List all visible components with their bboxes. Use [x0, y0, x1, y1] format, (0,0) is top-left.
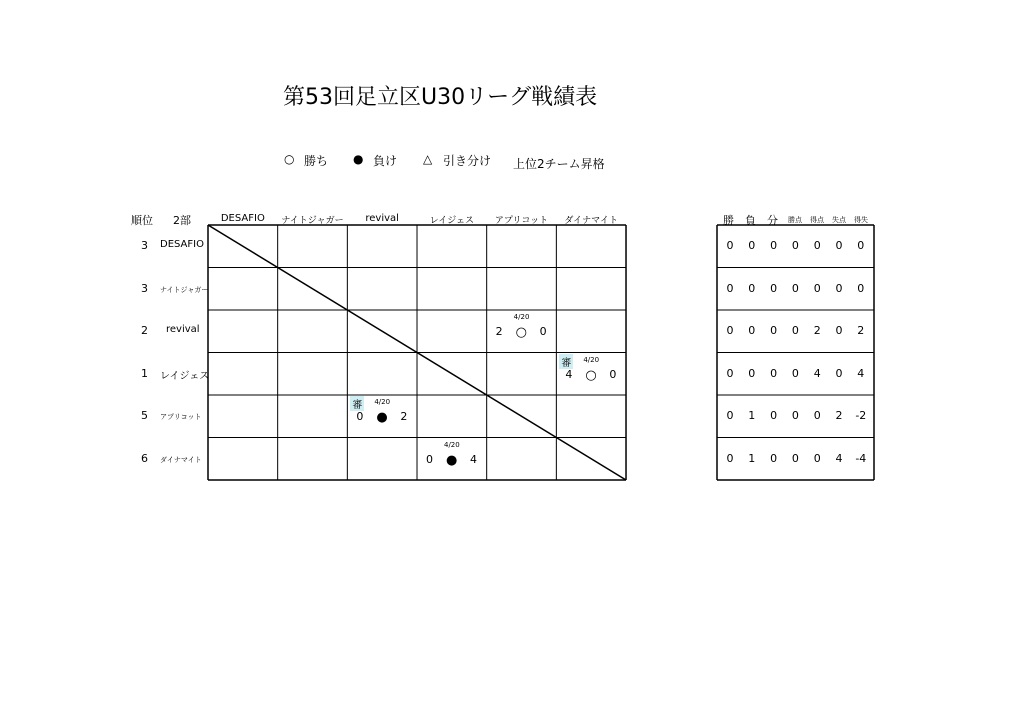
- stat-value: 0: [857, 239, 865, 253]
- stat-value: 0: [770, 451, 778, 465]
- stat-value: 0: [726, 409, 734, 423]
- draw-label: 引き分け: [443, 154, 492, 168]
- team-column-header: revival: [365, 213, 399, 224]
- stat-value: 1: [748, 451, 756, 465]
- stat-value: 2: [813, 324, 821, 338]
- home-score: 4: [565, 367, 573, 381]
- away-score: 4: [470, 452, 477, 466]
- stat-value: 4: [835, 451, 843, 465]
- stat-value: 0: [835, 366, 843, 380]
- match-date: 4/20: [374, 398, 391, 406]
- division-header: 2部: [173, 214, 191, 227]
- away-score: 0: [609, 367, 617, 381]
- stat-value: 4: [813, 366, 821, 380]
- team-column-header: ダイナマイト: [564, 216, 618, 226]
- home-score: 0: [426, 452, 433, 466]
- stat-value: 0: [813, 239, 821, 253]
- stat-value: -2: [855, 409, 867, 423]
- match-date: 4/20: [583, 355, 600, 364]
- result-mark: ○: [585, 367, 597, 383]
- rank-header: 順位: [131, 214, 153, 227]
- win-symbol: ○: [284, 152, 295, 166]
- stat-value: 0: [748, 324, 756, 338]
- goal-diff-header: 得失: [854, 216, 868, 224]
- home-score: 0: [356, 410, 364, 423]
- row-team-name: レイジェス: [160, 370, 210, 382]
- match-date: 4/20: [444, 440, 460, 449]
- row-rank: 2: [141, 324, 148, 338]
- match-date: 4/20: [513, 313, 530, 321]
- referee-badge: 審: [559, 354, 573, 369]
- stat-value: 0: [726, 451, 734, 465]
- stat-value: 0: [726, 324, 734, 338]
- result-mark: ●: [446, 452, 458, 468]
- win-header: 勝: [723, 214, 734, 227]
- loss-symbol: ●: [353, 152, 364, 166]
- stat-value: 0: [726, 281, 734, 295]
- team-column-header: アプリコット: [494, 216, 549, 226]
- stat-value: 0: [748, 281, 756, 295]
- stat-value: 2: [857, 324, 865, 338]
- stat-value: 0: [813, 281, 821, 295]
- team-column-header: DESAFIO: [220, 213, 265, 224]
- stat-value: -4: [855, 451, 867, 465]
- stat-value: 0: [791, 451, 799, 465]
- row-team-name: revival: [166, 324, 200, 336]
- row-team-name: アプリコット: [160, 413, 202, 422]
- goals-against-header: 失点: [832, 216, 846, 224]
- row-rank: 6: [141, 451, 148, 465]
- row-rank: 3: [141, 281, 148, 295]
- stat-value: 0: [835, 239, 843, 253]
- row-team-name: ナイトジャガー: [160, 285, 209, 294]
- row-rank: 5: [141, 409, 148, 423]
- promotion-note: 上位2チーム昇格: [513, 157, 605, 171]
- stat-value: 0: [770, 409, 778, 423]
- home-score: 2: [495, 325, 503, 338]
- result-mark: ○: [515, 325, 528, 340]
- stat-value: 0: [835, 324, 843, 338]
- stat-value: 0: [791, 324, 799, 338]
- stat-value: 0: [726, 239, 734, 253]
- stat-value: 2: [835, 409, 843, 423]
- stat-value: 0: [770, 366, 778, 380]
- row-rank: 1: [141, 366, 148, 380]
- stat-value: 0: [748, 366, 756, 380]
- stat-value: 0: [791, 409, 799, 423]
- stat-value: 0: [813, 409, 821, 423]
- team-column-header: ナイトジャガー: [281, 216, 344, 226]
- away-score: 2: [400, 410, 408, 423]
- row-team-name: ダイナマイト: [160, 455, 202, 464]
- stat-value: 0: [770, 281, 778, 295]
- loss-header: 負: [745, 214, 756, 227]
- page-title: 第53回足立区U30リーグ戦績表: [283, 85, 598, 110]
- stat-value: 0: [835, 281, 843, 295]
- draw-header: 分: [767, 214, 778, 227]
- stat-value: 0: [791, 239, 799, 253]
- draw-symbol: △: [423, 152, 433, 166]
- stat-value: 1: [748, 409, 756, 423]
- stat-value: 0: [748, 239, 756, 253]
- stat-value: 0: [791, 366, 799, 380]
- referee-badge: 審: [350, 396, 364, 411]
- stat-value: 0: [857, 281, 865, 295]
- stat-value: 0: [726, 366, 734, 380]
- row-rank: 3: [141, 239, 148, 253]
- away-score: 0: [539, 325, 547, 338]
- goals-for-header: 得点: [810, 216, 824, 224]
- points-header: 勝点: [788, 216, 802, 224]
- team-column-header: レイジェス: [429, 216, 475, 226]
- stat-value: 4: [857, 366, 865, 380]
- stat-value: 0: [770, 324, 778, 338]
- stat-value: 0: [791, 281, 799, 295]
- loss-label: 負け: [373, 154, 398, 168]
- stat-value: 0: [770, 239, 778, 253]
- row-team-name: DESAFIO: [160, 239, 204, 251]
- win-label: 勝ち: [304, 154, 329, 168]
- stat-value: 0: [813, 451, 821, 465]
- result-mark: ●: [376, 410, 388, 425]
